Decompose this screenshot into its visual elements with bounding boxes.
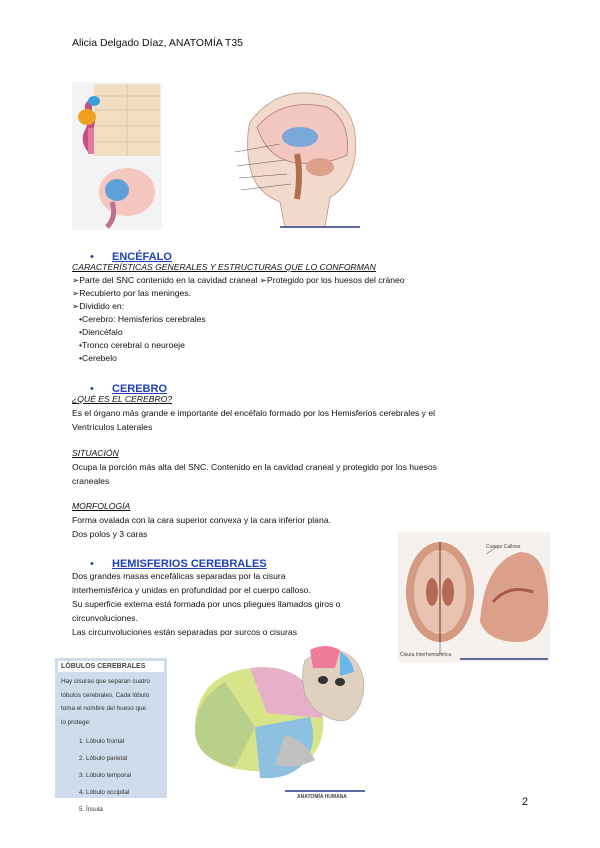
lobes-brain-figure: [185, 640, 380, 800]
brain-sections-illustration: [398, 532, 550, 662]
lobes-panel: [55, 658, 167, 813]
hemisferios-line-2: interhemisférica y unidas en profundidad por el cuerpo calloso.: [72, 585, 311, 595]
lobes-figure-caption: ANATOMÍA HUMANA: [297, 794, 347, 800]
lobe-item: 3. Lóbulo temporal: [79, 772, 132, 779]
encefalo-heading: • ENCÉFALO: [90, 251, 172, 263]
encefalo-item: •Tronco cerebral o neuroeje: [79, 340, 185, 350]
cerebro-question: ¿QUÉ ES EL CEREBRO?: [72, 394, 173, 404]
lobes-panel-title: LÓBULOS CEREBRALES: [58, 661, 164, 672]
brain-sections-figure: [398, 532, 550, 662]
embryo-vesicles-figure: [72, 82, 162, 230]
label-cisura-interhemisferica: Cisura Interhemisférica: [400, 652, 452, 658]
morfologia-title: MORFOLOGÍA: [72, 501, 131, 511]
lobes-intro-line: lóbulos cerebrales. Cada lóbulo: [61, 691, 150, 699]
lobe-item: 5. Ínsula: [79, 806, 103, 813]
encefalo-item: •Diencéfalo: [79, 327, 123, 337]
lobes-intro-line: toma el nombre del hueso que: [61, 705, 147, 712]
encefalo-item: •Cerebro: Hemisferios cerebrales: [79, 314, 206, 324]
label-cuerpo-calloso: Cuerpo Calloso: [486, 544, 521, 550]
morfologia-line-1: Forma ovalada con la cara superior convexa y la cara inferior plana.: [72, 515, 331, 525]
lobes-intro-line: Hay cisuras que separan cuatro: [61, 678, 150, 685]
page-number: 2: [521, 796, 528, 808]
lobes-panel-intro: [55, 675, 167, 729]
situacion-line-1: Ocupa la porción más alta del SNC. Contenido en la cavidad craneal y protegido por los huesos: [72, 462, 437, 472]
hemisferios-line-1: Dos grandes masas encefálicas separadas por la cisura: [72, 571, 286, 581]
encefalo-item: •Cerebelo: [79, 353, 117, 363]
hemisferios-line-4: circunvoluciones.: [72, 613, 138, 623]
encefalo-subheading: CARACTERÍSTICAS GENERALES Y ESTRUCTURAS QUE LO CONFORMAN: [72, 262, 376, 272]
page-header: Alicia Delgado Díaz, ANATOMÍA T35: [72, 37, 243, 49]
lobes-brain-illustration: [185, 640, 380, 800]
lobes-list: [55, 733, 167, 818]
encefalo-line-3: ➢Dividido en:: [72, 301, 125, 311]
hemisferios-heading: • HEMISFERIOS CEREBRALES: [90, 558, 267, 570]
bullet-icon: •: [90, 558, 94, 570]
encefalo-line-1: ➢Parte del SNC contenido en la cavidad craneal ➢Protegido por los huesos del cráneo: [72, 275, 405, 285]
sagittal-head-figure: [225, 82, 365, 230]
sagittal-head-illustration: [225, 82, 365, 230]
lobe-item: 1. Lóbulo frontal: [79, 738, 125, 745]
bullet-icon: •: [90, 251, 94, 263]
cerebro-answer-line-1: Es el órgano más grande e importante del encéfalo formado por los Hemisferios cerebrales y el: [72, 408, 436, 418]
lobes-intro-line: lo protege:: [61, 718, 91, 726]
morfologia-line-2: Dos polos y 3 caras: [72, 529, 148, 539]
bullet-icon: •: [90, 383, 94, 395]
cerebro-answer-line-2: Ventrículos Laterales: [72, 422, 153, 432]
situacion-title: SITUACIÓN: [72, 448, 119, 458]
cerebro-heading: • CEREBRO: [90, 383, 168, 395]
hemisferios-line-3: Su superficie externa está formada por unos pliegues llamados giros o: [72, 599, 341, 609]
lobe-item: 4. Lóbulo occipital: [79, 789, 130, 796]
situacion-line-2: craneales: [72, 476, 110, 486]
embryo-vesicles-illustration: [72, 82, 162, 230]
encefalo-line-2: ➢Recubierto por las meninges.: [72, 288, 191, 298]
hemisferios-line-5: Las circunvoluciones están separadas por surcos o cisuras: [72, 627, 297, 637]
lobe-item: 2. Lóbulo parietal: [79, 755, 128, 762]
